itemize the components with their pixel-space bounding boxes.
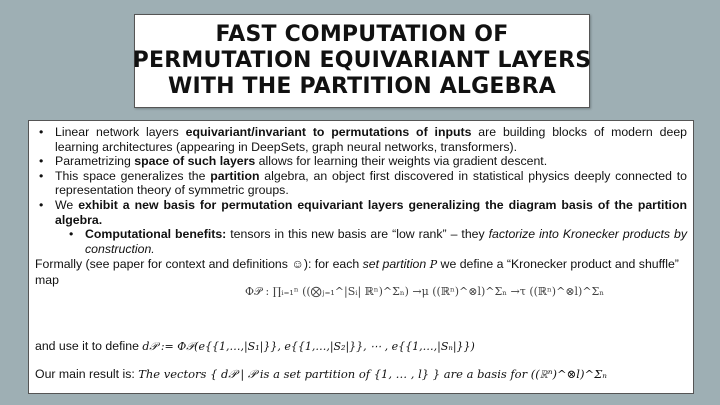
result-theorem-text: The vectors [138, 367, 211, 381]
title-line-3: WITH THE PARTITION ALGEBRA [168, 74, 556, 99]
result-space-math: ((ℝⁿ)^⊗l)^Σₙ [530, 367, 607, 381]
bullet-bold: partition [210, 168, 260, 183]
bullet-text: algebra, an object first discovered in statistical physics deeply connected to representation theory of symmetric groups. [55, 168, 687, 198]
bullet-text: We [55, 197, 79, 212]
define-math: d𝒫 := Φ𝒫(e{{1,…,|S₁|}}, e{{1,…,|S₂|}}, ⋯ , e{{1,…,|Sₙ|}}) [142, 340, 475, 353]
result-theorem-text: are a basis for [440, 367, 531, 381]
title-line-2: PERMUTATION EQUIVARIANT LAYERS [132, 48, 592, 73]
formally-text: we define a “Kronecker product and shuffle” map [35, 257, 679, 287]
bullet-text: Parametrizing [55, 154, 135, 169]
define-text: and use it to define [35, 339, 143, 353]
main-result-line [35, 367, 607, 382]
sub-bullet-italic: factorize into Kronecker products by construction. [85, 227, 687, 256]
bullet-bold: exhibit a new basis for permutation equivariant layers generalizing the diagram basis of the partition algebra. [55, 197, 688, 227]
bullet-bold: equivariant/invariant to permutations of inputs [185, 125, 472, 139]
result-set-math: { d𝒫 | 𝒫 is a set partition of {1, … , l} } [210, 367, 441, 381]
phi-map-formula: Φ𝒫 : ∏ᵢ₌₁ⁿ ((⨂ⱼ₌₁^|Sᵢ| ℝⁿ)^Σₙ) →μ ((ℝⁿ)^⊗l)^Σₙ →τ ((ℝⁿ)^⊗l)^Σₙ [245, 285, 605, 298]
define-line [35, 339, 475, 355]
bullet-item [35, 154, 687, 169]
result-label: Our main result is: [35, 367, 139, 381]
title-box [134, 14, 590, 108]
bullet-text: This space generalizes the [55, 168, 211, 183]
formally-italic: set partition [362, 257, 427, 272]
bullet-text: Linear network layers [55, 125, 186, 139]
formally-paragraph [35, 257, 687, 287]
sub-bullet-text: tensors in this new basis are “low rank” – they [226, 227, 489, 242]
bullet-text: are building blocks of modern deep learning architectures (appearing in DeepSets, graph neural networks, transformers). [55, 125, 688, 154]
sub-bullet-bold: Computational benefits: [85, 227, 227, 242]
sub-bullet-item [35, 227, 687, 256]
bullet-bold: space of such layers [134, 154, 256, 169]
bullet-list [35, 125, 687, 256]
bullet-item [35, 198, 687, 227]
bullet-text: allows for learning their weights via gradient descent. [255, 154, 548, 169]
bullet-item [35, 169, 687, 198]
bullet-item [35, 125, 687, 154]
title-line-1: FAST COMPUTATION OF [215, 22, 509, 47]
formally-math: 𝑃 [426, 258, 438, 272]
content-box [28, 120, 694, 394]
formally-text: Formally (see paper for context and definitions ☺): for each [35, 257, 363, 272]
